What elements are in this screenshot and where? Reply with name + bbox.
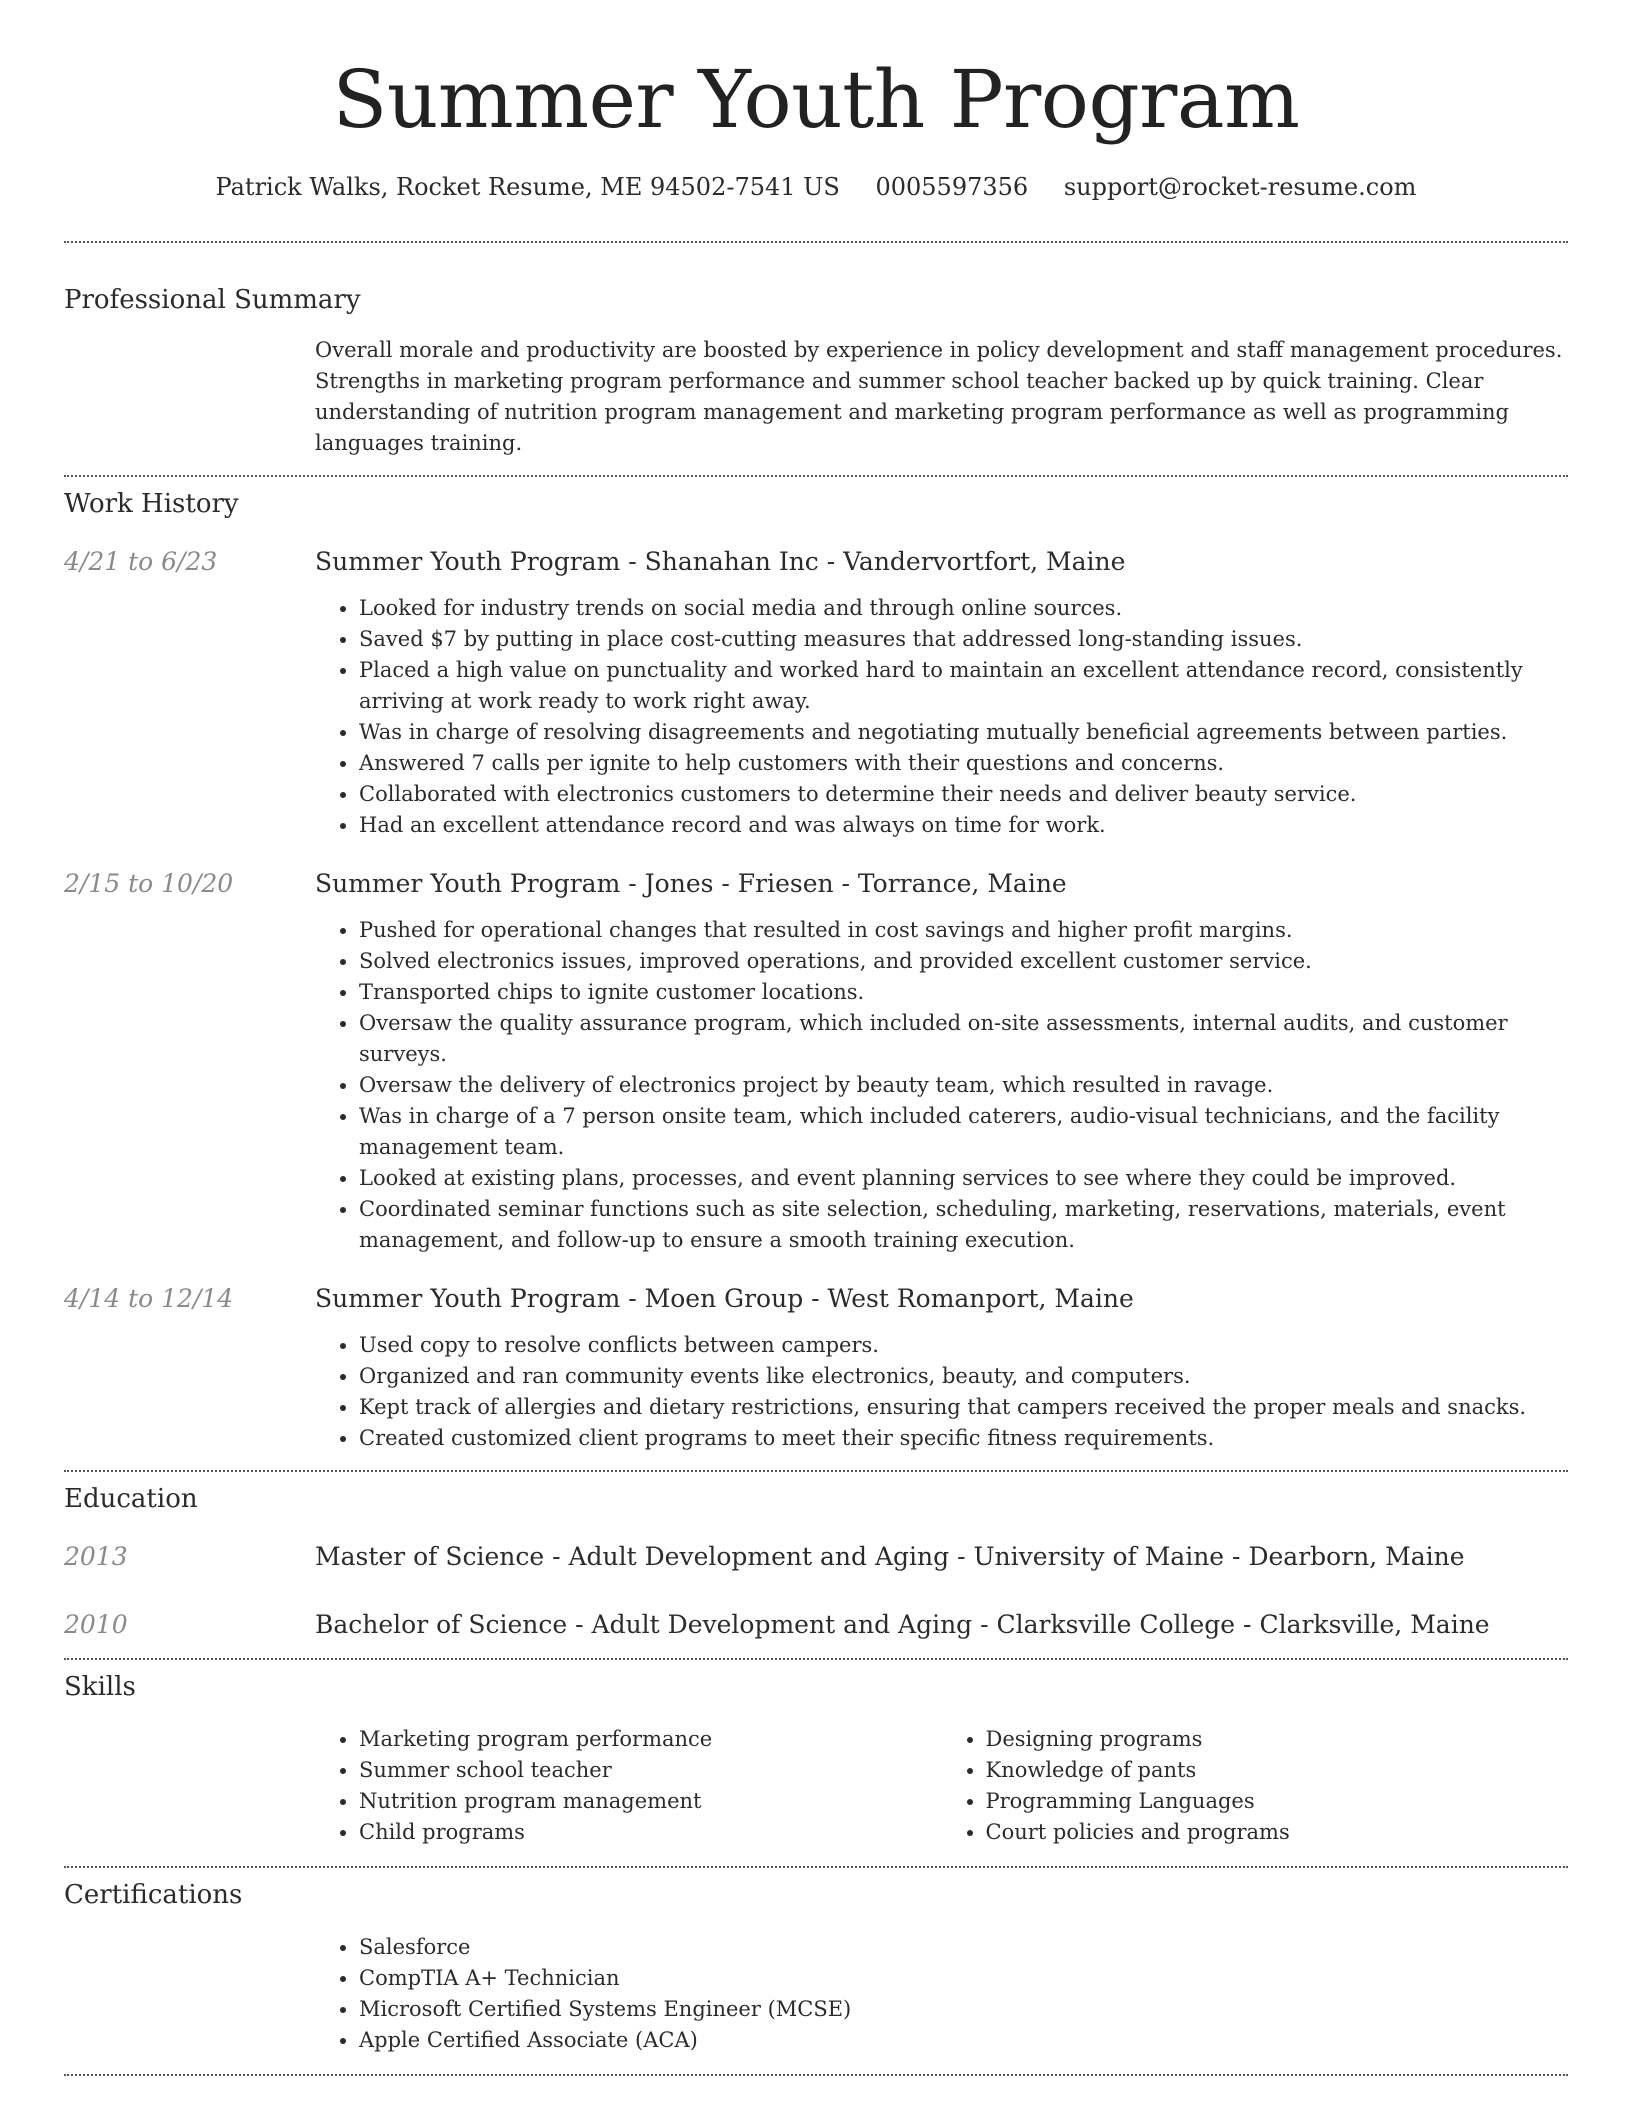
job-bullets (315, 915, 1568, 1256)
resume-title: Summer Youth Program (332, 53, 1300, 146)
list-item: • Court policies and programs (986, 1817, 1569, 1848)
job-title: Summer Youth Program - Shanahan Inc - Vandervortfort, Maine (315, 547, 1126, 576)
contact-email: support@rocket-resume.com (1063, 173, 1417, 201)
divider (64, 2074, 1568, 2076)
education-year: 2013 (64, 1542, 128, 1571)
list-item: • Placed a high value on punctuality and worked hard to maintain an excellent attendance record, consistently arriving at work ready to work right away. (359, 655, 1568, 717)
list-item: • CompTIA A+ Technician (359, 1963, 1568, 1994)
contact-address: Patrick Walks, Rocket Resume, ME 94502-7541 US (215, 173, 840, 201)
summary-text: Overall morale and productivity are boosted by experience in policy development and staff management procedures. Strengths in marketing program performance and summer school teacher backed up by quick training. Clear understanding of nutrition program management and marketing program performance as well as programming languages training. (315, 338, 1563, 455)
section-heading-certifications: Certifications (64, 1880, 243, 1910)
list-item: • Pushed for operational changes that resulted in cost savings and higher profit margins. (359, 915, 1568, 946)
list-item: • Had an excellent attendance record and was always on time for work. (359, 810, 1568, 841)
skills-column (315, 1724, 942, 1848)
list-item: • Microsoft Certified Systems Engineer (MCSE) (359, 1994, 1568, 2025)
list-item: • Child programs (359, 1817, 942, 1848)
job-entry (64, 545, 1568, 841)
job-dates: 4/14 to 12/14 (64, 1284, 234, 1313)
job-entry (64, 1282, 1568, 1454)
section-heading-work: Work History (64, 489, 239, 519)
list-item: • Knowledge of pants (986, 1755, 1569, 1786)
list-item: • Used copy to resolve conflicts between campers. (359, 1330, 1568, 1361)
divider (64, 1658, 1568, 1660)
job-bullets (315, 1330, 1568, 1454)
job-title: Summer Youth Program - Jones - Friesen - Torrance, Maine (315, 869, 1067, 898)
list-item: • Solved electronics issues, improved operations, and provided excellent customer service. (359, 946, 1568, 977)
list-item: • Summer school teacher (359, 1755, 942, 1786)
divider (64, 241, 1568, 243)
list-item: • Answered 7 calls per ignite to help customers with their questions and concerns. (359, 748, 1568, 779)
list-item: • Created customized client programs to meet their specific fitness requirements. (359, 1423, 1568, 1454)
list-item: • Saved $7 by putting in place cost-cutting measures that addressed long-standing issues. (359, 624, 1568, 655)
list-item: • Salesforce (359, 1932, 1568, 1963)
list-item: • Programming Languages (986, 1786, 1569, 1817)
section-heading-education: Education (64, 1484, 198, 1514)
list-item: • Looked at existing plans, processes, and event planning services to see where they could be improved. (359, 1163, 1568, 1194)
contact-phone: 0005597356 (875, 173, 1029, 201)
contact-line (64, 170, 1568, 204)
list-item: • Coordinated seminar functions such as site selection, scheduling, marketing, reservations, materials, event management, and follow-up to ensure a smooth training execution. (359, 1194, 1568, 1256)
education-year: 2010 (64, 1610, 128, 1639)
list-item: • Oversaw the quality assurance program, which included on-site assessments, internal audits, and customer surveys. (359, 1008, 1568, 1070)
list-item: • Nutrition program management (359, 1786, 942, 1817)
list-item: • Transported chips to ignite customer locations. (359, 977, 1568, 1008)
job-bullets (315, 593, 1568, 841)
skills-list (315, 1724, 1568, 1848)
list-item: • Marketing program performance (359, 1724, 942, 1755)
job-dates: 4/21 to 6/23 (64, 547, 218, 576)
divider (64, 475, 1568, 477)
list-item: • Oversaw the delivery of electronics project by beauty team, which resulted in ravage. (359, 1070, 1568, 1101)
list-item: • Was in charge of resolving disagreements and negotiating mutually beneficial agreements between parties. (359, 717, 1568, 748)
education-entry (64, 1608, 1568, 1642)
list-item: • Collaborated with electronics customers to determine their needs and deliver beauty service. (359, 779, 1568, 810)
list-item: • Organized and ran community events like electronics, beauty, and computers. (359, 1361, 1568, 1392)
resume-page (64, 0, 1568, 2076)
job-dates: 2/15 to 10/20 (64, 869, 234, 898)
list-item: • Apple Certified Associate (ACA) (359, 2025, 1568, 2056)
education-entry (64, 1540, 1568, 1574)
job-title: Summer Youth Program - Moen Group - West Romanport, Maine (315, 1284, 1134, 1313)
list-item: • Designing programs (986, 1724, 1569, 1755)
education-degree: Master of Science - Adult Development and Aging - University of Maine - Dearborn, Maine (315, 1542, 1465, 1571)
list-item: • Was in charge of a 7 person onsite team, which included caterers, audio-visual technicians, and the facility management team. (359, 1101, 1568, 1163)
list-item: • Kept track of allergies and dietary restrictions, ensuring that campers received the proper meals and snacks. (359, 1392, 1568, 1423)
education-degree: Bachelor of Science - Adult Development and Aging - Clarksville College - Clarksville, Maine (315, 1610, 1490, 1639)
job-entry (64, 867, 1568, 1256)
divider (64, 1470, 1568, 1472)
section-heading-skills: Skills (64, 1672, 136, 1702)
list-item: • Looked for industry trends on social media and through online sources. (359, 593, 1568, 624)
section-heading-summary: Professional Summary (64, 285, 361, 315)
divider (64, 1866, 1568, 1868)
certifications-list (315, 1932, 1568, 2056)
skills-column (942, 1724, 1569, 1848)
